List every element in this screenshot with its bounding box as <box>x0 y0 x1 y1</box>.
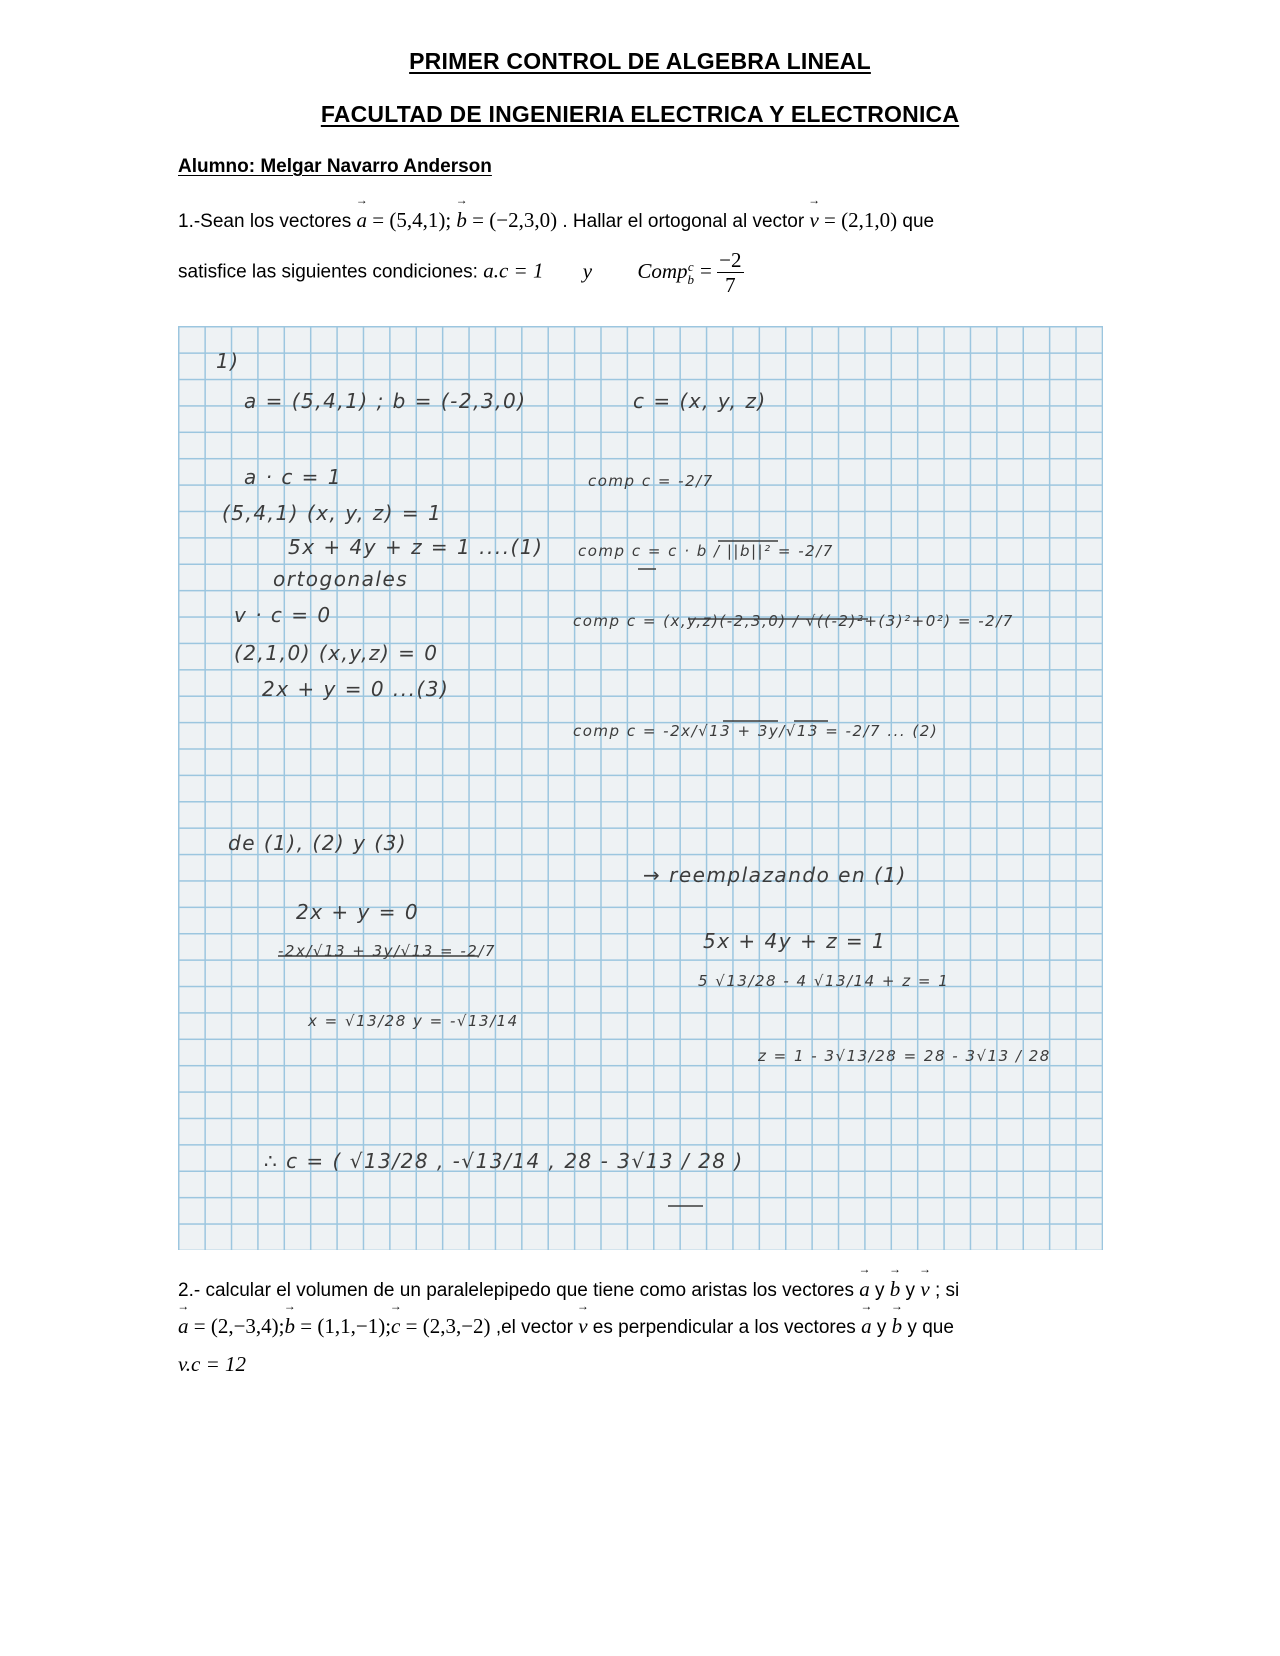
hw-line: (2,1,0) (x,y,z) = 0 <box>234 641 439 665</box>
faculty-title: FACULTAD DE INGENIERIA ELECTRICA Y ELECTRONICA <box>320 101 960 127</box>
hw-line: 5x + 4y + z = 1 <box>703 929 887 953</box>
document-title: PRIMER CONTROL DE ALGEBRA LINEAL <box>409 48 871 74</box>
p2-perp-text: es perpendicular a los vectores <box>587 1317 862 1338</box>
hw-line: 5x + 4y + z = 1 ....(1) <box>288 535 544 559</box>
p2-vector-a: → a <box>859 1277 870 1302</box>
p2-def-b-label: → b <box>285 1314 296 1339</box>
p2-y2: y <box>900 1280 921 1301</box>
comp-superscript: c <box>687 258 694 274</box>
problem2-line3 <box>178 1352 246 1377</box>
conditions-text: satisfice las siguientes condiciones: <box>178 261 484 283</box>
hw-line: (5,4,1) (x, y, z) = 1 <box>222 501 443 525</box>
problem1-mid: . Hallar el ortogonal al vector <box>562 211 810 232</box>
p2-line2-a: → a <box>861 1314 872 1339</box>
hw-line: comp c = (x,y,z)(-2,3,0) / √((-2)²+(3)²+0²) = -2/7 <box>573 612 1014 630</box>
p2-def-b: = (1,1,−1); <box>295 1314 392 1338</box>
hw-line: a · c = 1 <box>244 465 343 489</box>
hw-line: 5 √13/28 - 4 √13/14 + z = 1 <box>698 972 950 990</box>
hw-line: -2x/√13 + 3y/√13 = -2/7 <box>278 942 496 960</box>
p2-def-a: = (2,−3,4); <box>188 1314 285 1338</box>
and-word: y <box>582 258 593 283</box>
fraction-numerator: −2 <box>719 248 742 272</box>
hw-line: 1) <box>216 349 240 373</box>
hw-line: comp c = c · b / ||b||² = -2/7 <box>578 542 834 560</box>
hw-line: comp c = -2x/√13 + 3y/√13 = -2/7 ... (2) <box>573 722 939 740</box>
comp-equals: = <box>700 258 712 283</box>
p2-vector-v: → v <box>920 1277 929 1302</box>
p2-vc-condition: v.c = 12 <box>178 1352 247 1376</box>
p2-line2-v: → v <box>578 1314 587 1339</box>
hw-line: 2x + y = 0 ...(3) <box>262 677 450 701</box>
comp-fraction <box>717 248 743 297</box>
handwritten-lines <box>216 349 1051 1173</box>
p2-def-c: = (2,3,−2) <box>400 1314 491 1338</box>
hw-line: ∴ c = ( √13/28 , -√13/14 , 28 - 3√13 / 28 ) <box>264 1149 744 1173</box>
hw-line: ortogonales <box>273 567 409 591</box>
problem2-text: 2.- calcular el volumen de un paralelepipedo que tiene como aristas los vectores <box>178 1280 860 1301</box>
p2-line2-b: → b <box>892 1314 903 1339</box>
condition-dot-product: a.c = 1 <box>483 258 544 283</box>
hw-line: x = √13/28 y = -√13/14 <box>308 1012 519 1030</box>
handwriting-layer <box>178 326 1103 1250</box>
problem1-line1 <box>178 208 934 233</box>
problem1-intro: 1.-Sean los vectores <box>178 211 357 232</box>
vector-a-label: → a <box>356 208 367 233</box>
hw-line: → reemplazando en (1) <box>643 863 907 887</box>
handwritten-solution-photo <box>178 326 1103 1250</box>
hw-line: z = 1 - 3√13/28 = 28 - 3√13 / 28 <box>758 1047 1051 1065</box>
comp-subscript: b <box>687 271 695 287</box>
hw-line: a = (5,4,1) ; b = (-2,3,0) <box>244 389 527 413</box>
hw-line: de (1), (2) y (3) <box>228 831 408 855</box>
problem2-line2 <box>178 1314 954 1339</box>
vector-v-label: → v <box>809 208 818 233</box>
p2-si: ; si <box>929 1280 960 1301</box>
vector-b-label: → b <box>456 208 467 233</box>
hw-line: v · c = 0 <box>234 603 332 627</box>
comp-label: Comp <box>637 258 688 283</box>
p2-que: y que <box>902 1317 954 1338</box>
vector-v-value: = (2,1,0) <box>818 208 898 232</box>
p2-def-a-label: → a <box>178 1314 189 1339</box>
hw-line: c = (x, y, z) <box>633 389 767 413</box>
problem1-line2 <box>178 248 744 297</box>
fraction-denominator: 7 <box>725 273 736 298</box>
hw-line: comp c = -2/7 <box>588 472 714 490</box>
p2-line2-y: y <box>871 1317 892 1338</box>
comp-scripts <box>688 260 695 286</box>
vector-a-value: = (5,4,1); <box>366 208 452 232</box>
problem1-tail: que <box>902 211 935 232</box>
hw-line: 2x + y = 0 <box>296 900 420 924</box>
vector-b-value: = (−2,3,0) <box>466 208 558 232</box>
p2-line2-text: ,el vector <box>490 1317 579 1338</box>
p2-vector-b: → b <box>890 1277 901 1302</box>
p2-def-c-label: → c <box>391 1314 400 1339</box>
student-name: Alumno: Melgar Navarro Anderson <box>178 156 492 177</box>
p2-y1: y <box>869 1280 890 1301</box>
